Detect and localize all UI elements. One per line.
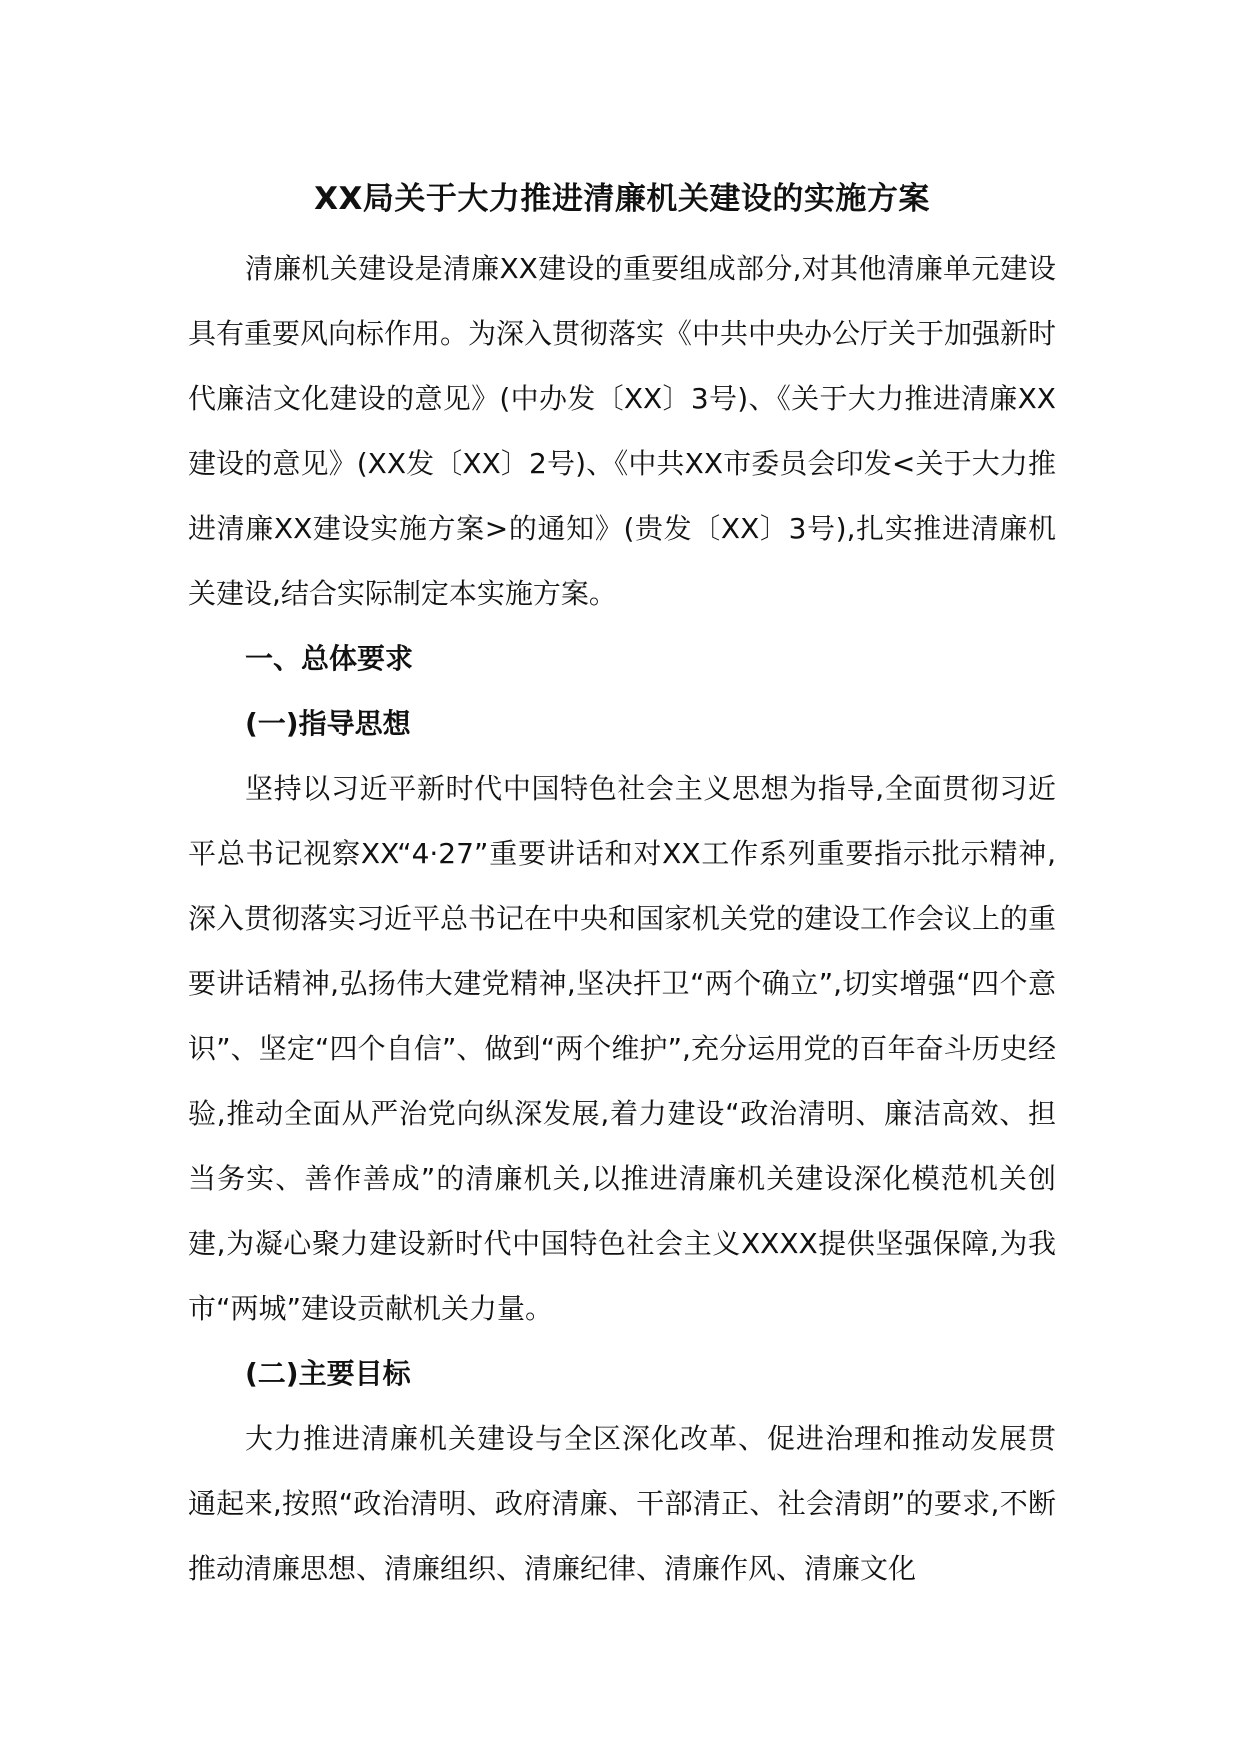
- section-heading-general-requirements: 一、总体要求: [245, 642, 414, 675]
- guiding-ideology-paragraph: 坚持以习近平新时代中国特色社会主义思想为指导,全面贯彻习近平总书记视察XX“4·27”重要讲话和对XX工作系列重要指示批示精神,深入贯彻落实习近平总书记在中央和国家机关党的建设工作会议上的重要讲话精神,弘扬伟大建党精神,坚决扞卫“两个确立”,切实增强“四个意识”、坚定“四个自信”、做到“两个维护”,充分运用党的百年奋斗历史经验,推动全面从严治党向纵深发展,着力建设“政治清明、廉洁高效、担当务实、善作善成”的清廉机关,以推进清廉机关建设深化模范机关创建,为凝心聚力建设新时代中国特色社会主义XXXX提供坚强保障,为我市“两城”建设贡献机关力量。: [188, 772, 1057, 1325]
- intro-paragraph: 清廉机关建设是清廉XX建设的重要组成部分,对其他清廉单元建设具有重要风向标作用。为深入贯彻落实《中共中央办公厅关于加强新时代廉洁文化建设的意见》(中办发〔XX〕3号)、《关于大力推进清廉XX建设的意见》(XX发〔XX〕2号)、《中共XX市委员会印发<关于大力推进清廉XX建设实施方案>的通知》(贵发〔XX〕3号),扎实推进清廉机关建设,结合实际制定本实施方案。: [188, 252, 1057, 610]
- subsection-heading-main-goals: (二)主要目标: [245, 1357, 411, 1390]
- document-title: XX局关于大力推进清廉机关建设的实施方案: [314, 181, 930, 217]
- main-goals-paragraph: 大力推进清廉机关建设与全区深化改革、促进治理和推动发展贯通起来,按照“政治清明、政府清廉、干部清正、社会清朗”的要求,不断推动清廉思想、清廉组织、清廉纪律、清廉作风、清廉文化: [188, 1422, 1056, 1585]
- subsection-heading-guiding-ideology: (一)指导思想: [245, 707, 411, 740]
- document-content: [188, 175, 1056, 1601]
